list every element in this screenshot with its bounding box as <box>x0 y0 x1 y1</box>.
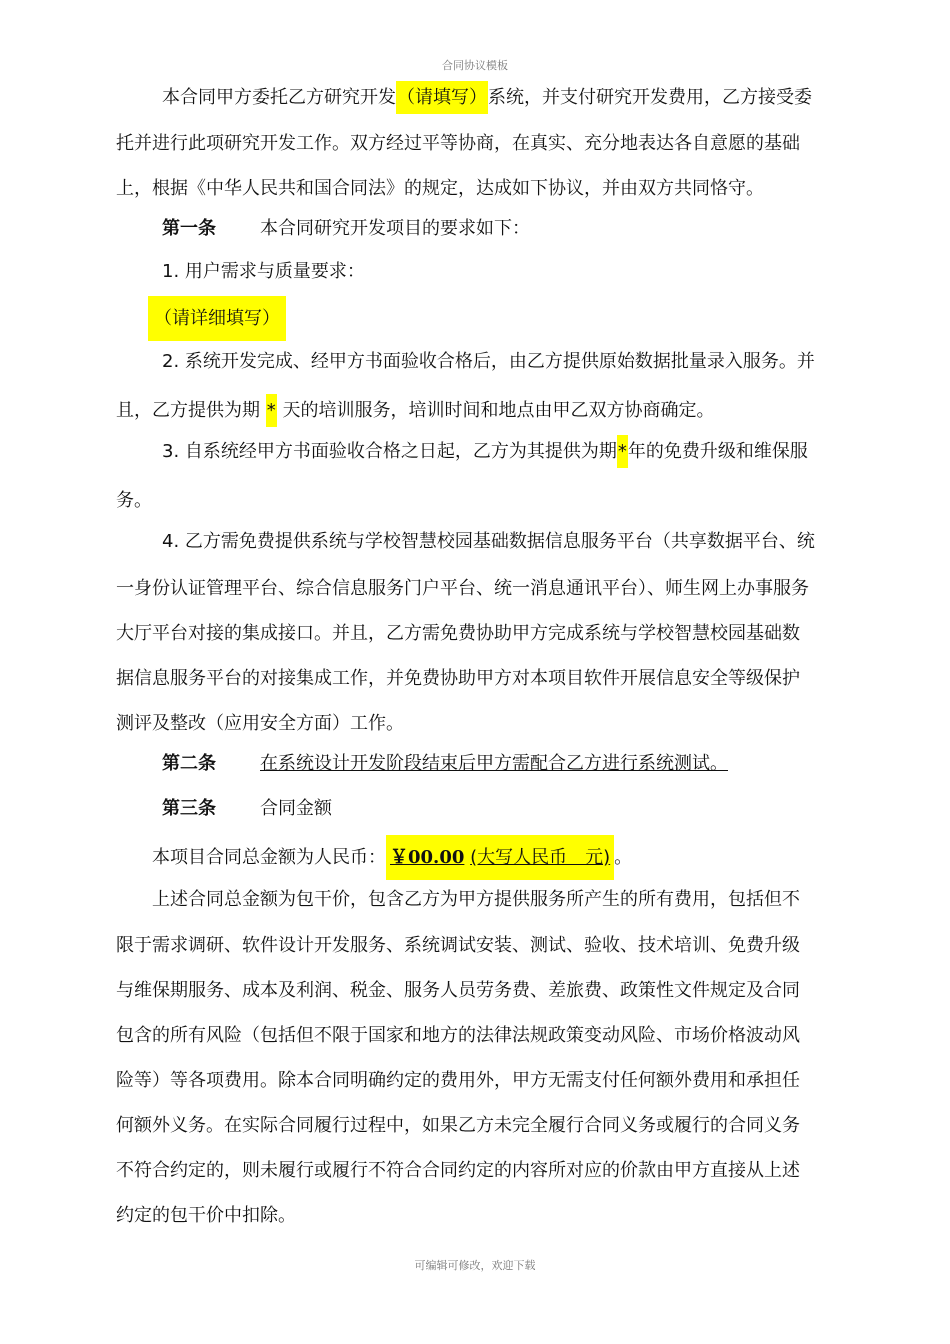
article-3-para-line-8: 约定的包干价中扣除。 <box>116 1205 296 1226</box>
article-1-item-3-line-2: 务。 <box>116 490 152 511</box>
article-3-heading <box>162 795 856 823</box>
article-3-para-line-3: 与维保期服务、成本及利润、税金、服务人员劳务费、差旅费、政策性文件规定及合同 <box>116 980 800 1001</box>
amount-placeholder <box>386 835 614 880</box>
contract-amount-line <box>152 844 892 872</box>
article-3-para-line-1: 上述合同总金额为包干价，包含乙方为甲方提供服务所产生的所有费用，包括但不 <box>152 889 800 910</box>
article-1-item-4-line-3: 大厅平台对接的集成接口。并且，乙方需免费协助甲方完成系统与学校智慧校园基础数 <box>116 623 800 644</box>
article-1-item-4-line-5: 测评及整改（应用安全方面）工作。 <box>116 713 404 734</box>
article-number: 第一条 <box>162 218 216 239</box>
article-3-para-line-6: 何额外义务。在实际合同履行过程中，如果乙方未完全履行合同义务或履行的合同义务 <box>116 1115 800 1136</box>
article-3-para-line-5: 险等）等各项费用。除本合同明确约定的费用外，甲方无需支付任何额外费用和承担任 <box>116 1070 800 1091</box>
article-2-heading <box>162 750 856 778</box>
fill-in-placeholder: * <box>617 435 628 468</box>
article-1-item-1: 1. 用户需求与质量要求： <box>162 261 365 282</box>
intro-text: 本合同甲方委托乙方研究开发 <box>162 87 396 108</box>
page-header: 合同协议模板 <box>442 59 508 72</box>
amount-end: 。 <box>614 847 633 868</box>
item-text: 年的免费升级和维保服 <box>627 441 808 462</box>
article-text: 在系统设计开发阶段结束后甲方需配合乙方进行系统测试。 <box>260 753 728 774</box>
article-number: 第三条 <box>162 798 216 819</box>
amount-value: ￥00.00 <box>390 847 465 868</box>
article-text: 合同金额 <box>260 798 332 819</box>
article-1-item-4-line-4: 据信息服务平台的对接集成工作，并免费协助甲方对本项目软件开展信息安全等级保护 <box>116 668 800 689</box>
intro-line-2: 托并进行此项研究开发工作。双方经过平等协商，在真实、充分地表达各自意愿的基础 <box>116 133 800 154</box>
article-1-item-4-line-2: 一身份认证管理平台、综合信息服务门户平台、统一消息通讯平台）、师生网上办事服务 <box>116 578 809 599</box>
fill-in-placeholder: * <box>266 394 277 427</box>
fill-in-placeholder: （请详细填写） <box>148 296 286 341</box>
article-1-item-2-line-2 <box>116 397 856 425</box>
article-1-item-2-line-1: 2. 系统开发完成、经甲方书面验收合格后，由乙方提供原始数据批量录入服务。并 <box>162 351 815 372</box>
item-text: 天的培训服务，培训时间和地点由甲乙双方协商确定。 <box>282 400 715 421</box>
item-text: 且，乙方提供为期 <box>116 400 260 421</box>
article-3-para-line-4: 包含的所有风险（包括但不限于国家和地方的法律法规政策变动风险、市场价格波动风 <box>116 1025 800 1046</box>
article-3-para-line-7: 不符合约定的，则未履行或履行不符合合同约定的内容所对应的价款由甲方直接从上述 <box>116 1160 800 1181</box>
intro-line-1 <box>162 84 856 112</box>
amount-label: 本项目合同总金额为人民币： <box>152 847 386 868</box>
amount-in-words: (大写人民币 元) <box>470 847 611 868</box>
intro-line-3: 上，根据《中华人民共和国合同法》的规定，达成如下协议，并由双方共同恪守。 <box>116 178 764 199</box>
intro-text: 系统，并支付研究开发费用，乙方接受委 <box>488 87 812 108</box>
article-text: 本合同研究开发项目的要求如下： <box>260 218 530 239</box>
article-3-para-line-2: 限于需求调研、软件设计开发服务、系统调试安装、测试、验收、技术培训、免费升级 <box>116 935 800 956</box>
article-number: 第二条 <box>162 753 216 774</box>
article-1-heading <box>162 215 856 243</box>
item-text: 3. 自系统经甲方书面验收合格之日起，乙方为其提供为期 <box>162 441 617 462</box>
article-1-item-1-placeholder <box>148 305 888 333</box>
article-1-item-3-line-1 <box>162 438 856 466</box>
page-footer: 可编辑可修改，欢迎下载 <box>414 1259 536 1272</box>
article-1-item-4-line-1: 4. 乙方需免费提供系统与学校智慧校园基础数据信息服务平台（共享数据平台、统 <box>162 531 815 552</box>
fill-in-placeholder: （请填写） <box>396 81 488 114</box>
